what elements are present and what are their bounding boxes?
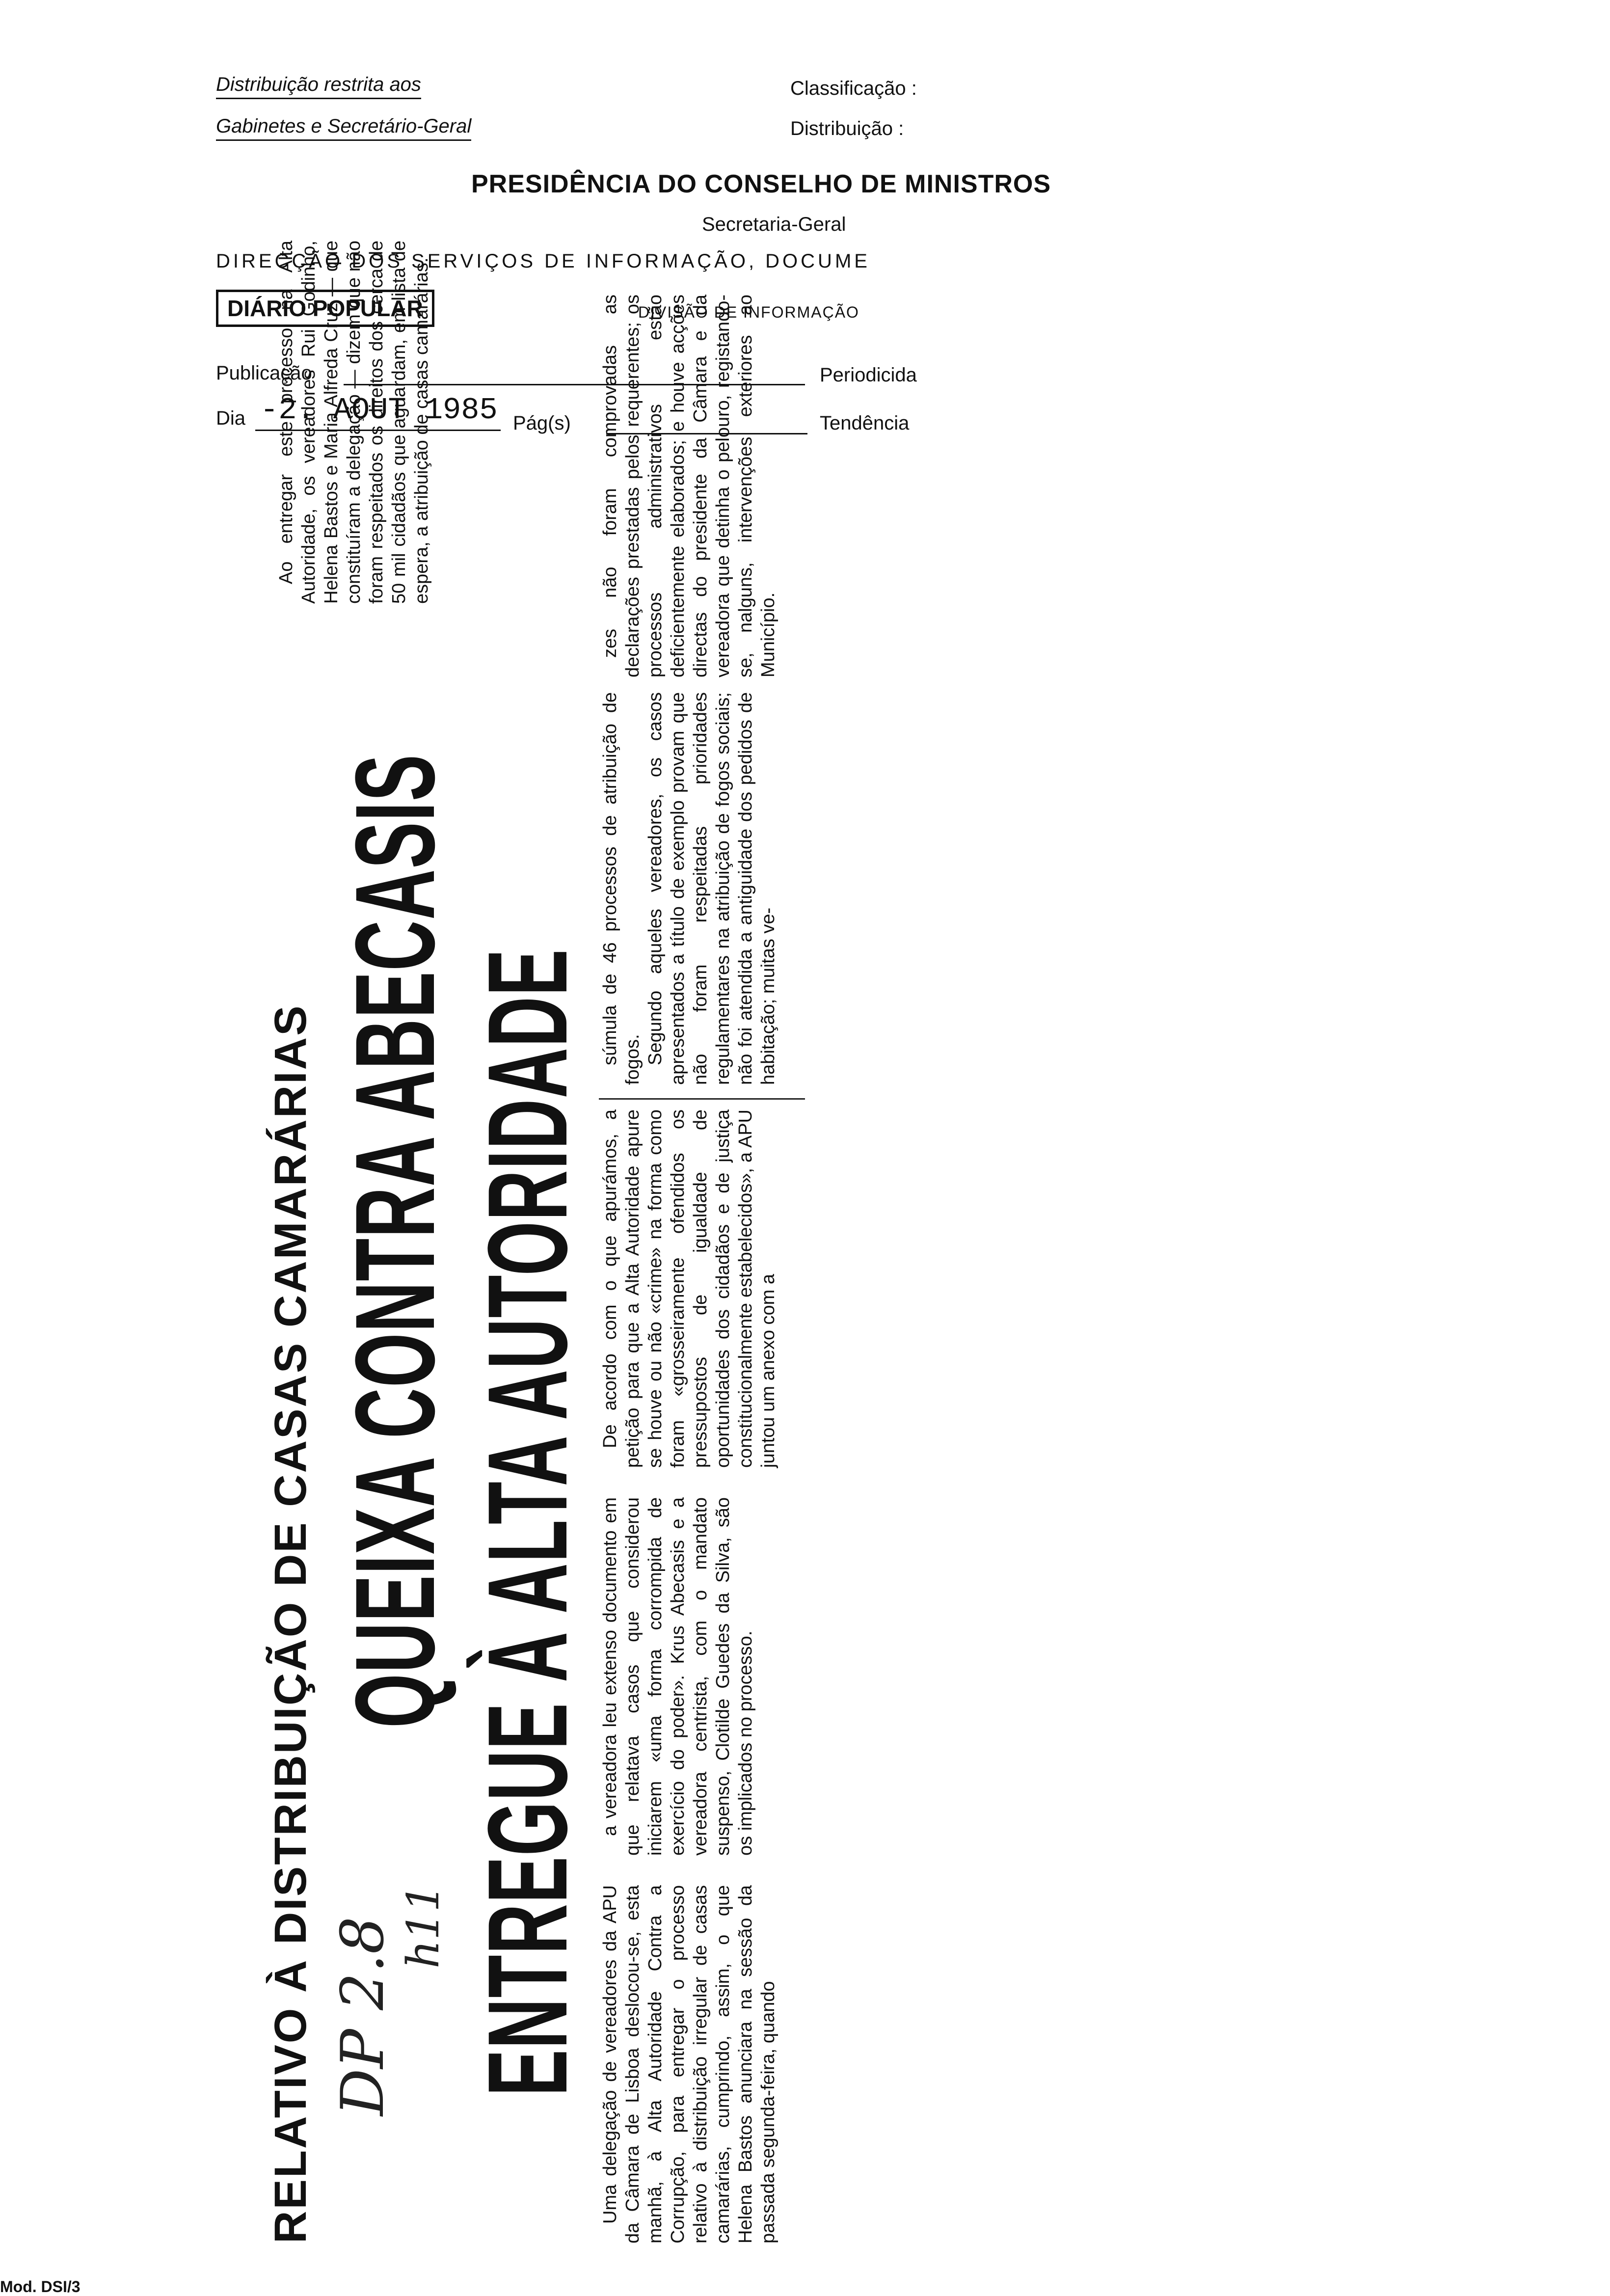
paragraph-6: zes não foram comprovadas as declarações prestadas pelos requerentes; os processos administrativos estão deficientemente elaborados; e houve acções directas do presidente da Câmara e da vereadora que detinha o pelouro, registando-se, nalguns, intervenções exteriores ao Município. bbox=[600, 295, 778, 677]
publication-label: Publicação bbox=[216, 362, 312, 384]
paragraph-2: a vereadora leu extenso documento em que relatava casos que considerou iniciarem «uma forma corrompida de exercício do poder». Krus Abecasis e a vereadora centrista, com o mandato suspenso, Clotilde Guedes da Silva, são os implicados no processo. bbox=[600, 1497, 756, 1856]
periodicity-label: Periodicida bbox=[820, 364, 917, 386]
article-kicker: RELATIVO À DISTRIBUIÇÃO DE CASAS CAMARÁRIAS bbox=[266, 1004, 316, 2243]
article-column-1 bbox=[599, 1885, 1139, 2243]
date-stamp: -2. AOUT 1985 bbox=[260, 393, 498, 428]
classification-label: Classificação : bbox=[790, 78, 917, 99]
newspaper-clipping bbox=[255, 231, 1482, 2243]
paragraph-7: Ao entregar este processo na Alta Autoridade, os vereadores Rui Godinho, Helena Bastos e Maria Alfreda Cruz — que constituíram a delegação — dizem que não foram respeitados os direitos dos cerca de 50 mil cidadãos que aguardam, em lista de espera, a atribuição de casas camarárias. bbox=[276, 241, 432, 604]
division-label: DIVISÃO DE INFORMAÇÃO bbox=[638, 303, 859, 321]
tendency-label: Tendência bbox=[820, 412, 910, 434]
paragraph-1: Uma delegação de vereadores da APU da Câmara de Lisboa deslocou-se, esta manhã, à Alta Autoridade Contra a Corrupção, para entregar o processo relativo à distribuição irregular de casas camarárias, cumprindo, assim, o que Helena Bastos anunciara na sessão da passada segunda-feira, quando bbox=[600, 1885, 778, 2243]
article-column-6 bbox=[275, 241, 433, 604]
direction-line: DIRECÇÃO DOS SERVIÇOS DE INFORMAÇÃO, DOCUME bbox=[216, 250, 870, 272]
distribution-label: Distribuição : bbox=[790, 118, 904, 139]
restricted-line-1: Distribuição restrita aos bbox=[216, 74, 421, 99]
day-label: Dia bbox=[216, 407, 246, 429]
restricted-line-2: Gabinetes e Secretário-Geral bbox=[216, 115, 471, 141]
headline-line-2: ENTREGUE À ALTA AUTORIDADE bbox=[464, 948, 590, 2096]
column-divider bbox=[599, 1098, 805, 1100]
article-column-5 bbox=[599, 295, 779, 677]
pages-label: Pág(s) bbox=[513, 412, 571, 434]
paragraph-4: súmula de 46 processos de atribuição de fogos. bbox=[600, 692, 643, 1085]
article-column-4 bbox=[599, 692, 779, 1085]
paragraph-3: De acordo com o que apurámos, a petição para que a Alta Autoridade apure se houve ou não «crime» na forma como foram «grosseiramente ofendidos os pressupostos de igualdade de oportunidades dos cidadãos e de justiça constitucionalmente estabelecidos», a APU juntou um anexo com a bbox=[600, 1109, 778, 1468]
handwritten-note: DP 2.8 bbox=[329, 1917, 397, 2116]
paragraph-5: Segundo aqueles vereadores, os casos apresentados a título de exemplo provam que não foram respeitadas prioridades regulamentares na atribuição de fogos sociais; não foi atendida a antiguidade dos pedidos de habitação; muitas ve- bbox=[645, 692, 778, 1085]
model-label: Mod. DSI/3 bbox=[0, 2278, 80, 2296]
article-column-2 bbox=[599, 1497, 757, 1856]
page-subtitle: Secretaria-Geral bbox=[702, 214, 846, 235]
headline-line-1: QUEIXA CONTRA ABECASIS bbox=[332, 754, 458, 1728]
article-column-3 bbox=[599, 1109, 779, 1468]
handwritten-note-2: h11 bbox=[398, 1884, 449, 1969]
publication-box: DIÁRIO POPULAR bbox=[216, 290, 434, 327]
page-title: PRESIDÊNCIA DO CONSELHO DE MINISTROS bbox=[471, 170, 1051, 198]
